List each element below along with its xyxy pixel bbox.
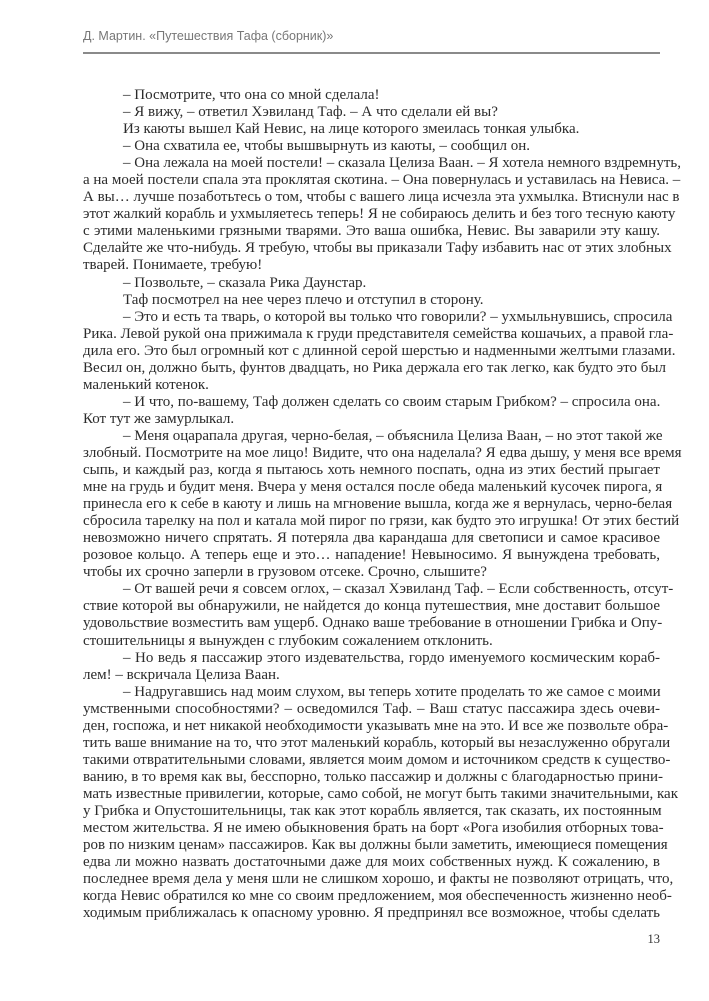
text-line: – И что, по-вашему, Таф должен сделать со своим старым Грибком? – спросила она. [123,393,661,410]
text-line: – От вашей речи я совсем оглох, – сказал Хэвиланд Таф. – Если собственность, отсут- [123,581,674,598]
text-line: удовольствие возместить вам ущерб. Однако ваше требование в отношении Грибка и Опу- [83,615,663,632]
text-line: ствие которой вы обнаружили, не найдется до конца путешествия, мне доставит большое [83,598,660,615]
text-line: такими отвратительными словами, является моим домом и источником средств к существо- [83,751,671,768]
text-line: умственными способностями? – осведомился Таф. – Ваш статус пассажира здесь очеви- [83,700,660,717]
text-line: Кот тут же замурлыкал. [83,410,235,427]
text-line: сбросила тарелку на пол и катала мой пирог по грязи, как будто это игрушка! От этих бестий [83,513,680,530]
text-line: а на моей постели спала эта проклятая скотина. – Она повернулась и уставилась на Невиса. – [83,172,681,189]
text-line: ванию, в то время как вы, бесспорно, только пассажир и должны с благодарностью прини- [83,768,663,785]
body-text [83,87,682,922]
text-line: Из каюты вышел Кай Невис, на лице которого змеилась тонкая улыбка. [123,121,580,138]
text-line: злобный. Посмотрите на мое лицо! Видите, что она наделала? Я едва дышу, у меня все время [83,444,682,461]
text-line: А вы… лучше позаботьтесь о том, чтобы с вашего лица исчезла эта ухмылка. Втиснули нас в [83,189,680,206]
text-line: Таф посмотрел на нее через плечо и отступил в сторону. [123,291,484,308]
text-line: последнее время дела у меня шли не слишком хорошо, и факты не позволяют отрицать, что, [83,871,674,888]
text-line: принесла его к себе в каюту и лишь на мгновение вышла, когда же я вернулась, черно-белая [83,496,673,513]
text-line: чтобы их срочно заперли в грузовом отсеке. Срочно, слышите? [83,564,487,581]
text-line: – Она схватила ее, чтобы вышвырнуть из каюты, – сообщил он. [123,138,531,155]
text-line: Весил он, должно быть, фунтов двадцать, но Рика держала его так легко, как будто это был [83,359,666,376]
text-line: – Меня оцарапала другая, черно-белая, – объяснила Целиза Ваан, – но этот такой же [123,427,663,444]
text-line: сыпь, и каждый раз, когда я пытаюсь хоть немного поспать, одна из этих бестий прыгает [83,462,660,479]
text-line: Сделайте же что-нибудь. Я требую, чтобы вы приказали Тафу избавить нас от этих злобных [83,240,672,257]
text-line: – Я вижу, – ответил Хэвиланд Таф. – А что сделали ей вы? [123,104,498,121]
running-header: Д. Мартин. «Путешествия Тафа (сборник)» [83,29,334,43]
header-divider [83,52,660,54]
text-line: – Но ведь я пассажир этого издевательства, гордо именуемого космическим кораб- [123,649,660,666]
text-line: – Позвольте, – сказала Рика Даунстар. [123,274,367,291]
text-line: мать известные привилегии, которые, само собой, не могут быть такими значительными, как [83,785,678,802]
text-line: лем! – вскричала Целиза Ваан. [83,666,280,683]
text-line: этот жалкий корабль и ухмыляетесь теперь! Я не собираюсь делить и без того тесную каюту [83,206,676,223]
text-line: невозможно ничего спрятать. Я потеряла два карандаша для светописи и самое красивое [83,530,660,547]
text-line: тить ваше внимание на то, что этот маленький корабль, который вы незаслуженно обругали [83,734,671,751]
text-line: у Грибка и Опустошительницы, так как этот корабль является, так сказать, их постоянным [83,802,662,819]
text-line: с этими маленькими грязными тварями. Это ваша ошибка, Невис. Вы заварили эту кашу. [83,223,660,240]
page-number: 13 [647,932,660,946]
text-line: ров по низким ценам» пассажиров. Как вы должны были заметить, имеющиеся помещения [83,837,668,854]
text-line: мне на грудь и будит меня. Вчера у меня остался после обеда маленький кусочек пирога, я [83,479,663,496]
text-line: когда Невис обратился ко мне со своим предложением, моя обеспеченность жизненно необ- [83,888,672,905]
text-line: – Это и есть та тварь, о которой вы только что говорили? – ухмыльнувшись, спросила [123,308,673,325]
text-line: маленький котенок. [83,376,209,393]
text-line: розовое кольцо. А теперь еще и это… нападение! Невыносимо. Я вынуждена требовать, [83,547,660,564]
text-line: тварей. Понимаете, требую! [83,257,263,274]
text-line: стошительницы я вынужден с глубоким сожалением отклонить. [83,632,493,649]
text-line: местом жительства. Я не имею обыкновения брать на борт «Рога изобилия отборных това- [83,820,664,837]
text-line: ходимым приближалась к опасному уровню. Я предпринял все возможное, чтобы сделать [83,905,660,922]
text-line: едва ли можно назвать достаточными даже для моих собственных нужд. К сожалению, в [83,854,660,871]
text-line: ден, госпожа, и нет никакой необходимости указывать мне на это. И все же позвольте обра- [83,717,669,734]
text-line: Рика. Левой рукой она прижимала к груди представителя семейства кошачьих, а правой гла- [83,325,674,342]
text-line: – Надругавшись над моим слухом, вы теперь хотите проделать то же самое с моими [123,683,661,700]
text-line: дила его. Это был огромный кот с длинной серой шерстью и надменными желтыми глазами. [83,342,676,359]
text-line: – Посмотрите, что она со мной сделала! [123,87,380,103]
text-line: – Она лежала на моей постели! – сказала Целиза Ваан. – Я хотела немного вздремнуть, [123,155,681,172]
